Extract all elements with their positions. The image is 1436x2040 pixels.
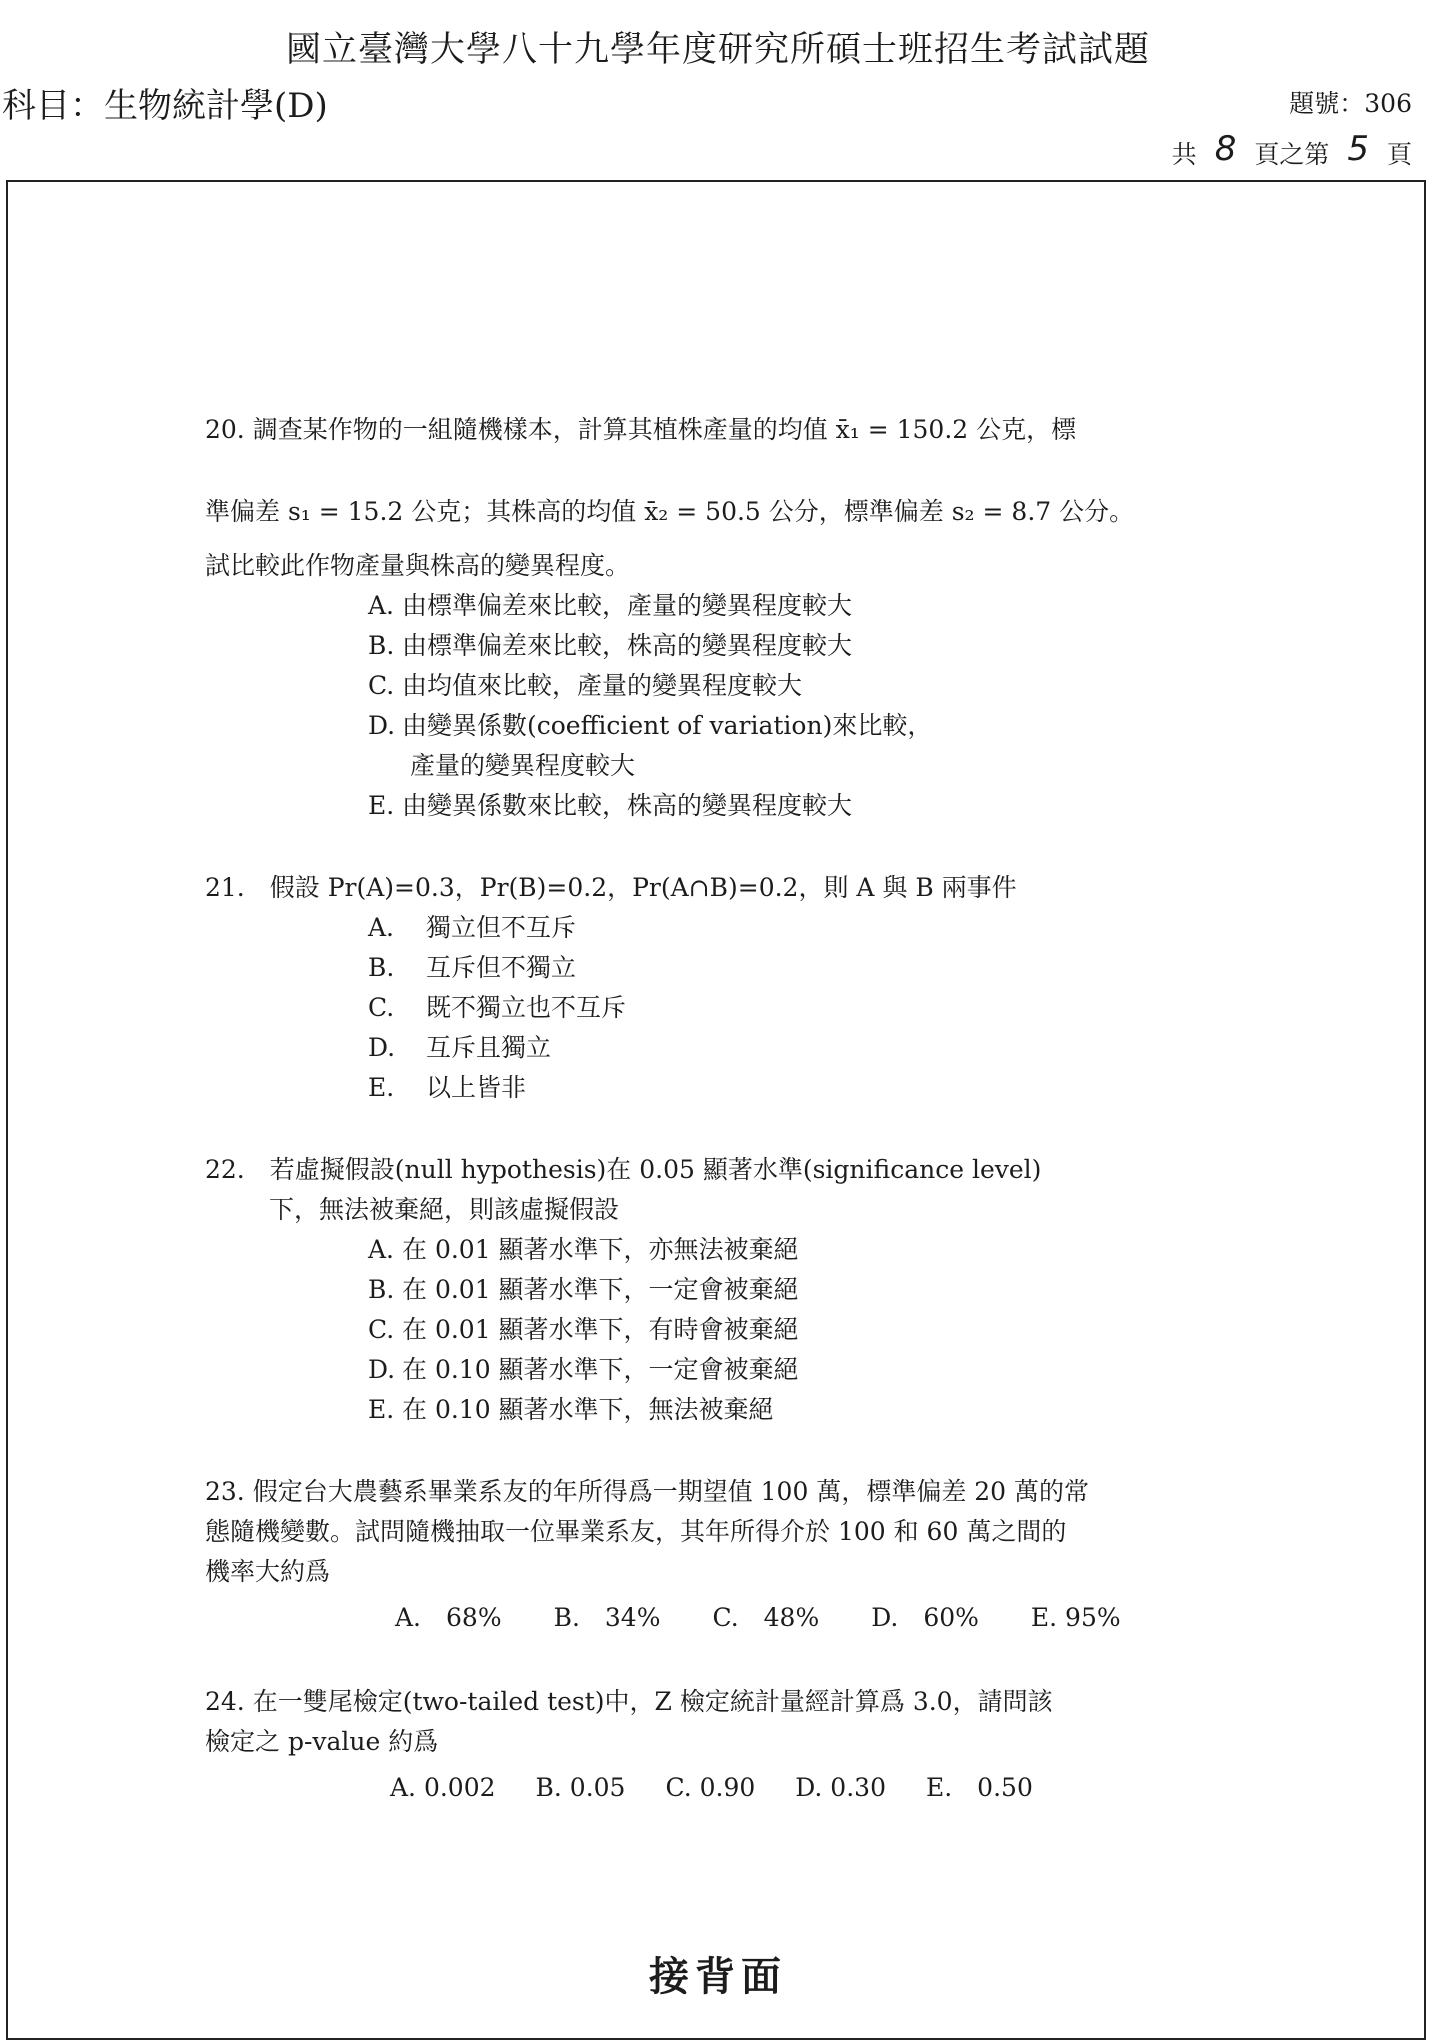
question-22 <box>205 1150 1215 1430</box>
option-text: 獨立但不互斥 <box>426 913 577 942</box>
option-list <box>205 586 1215 826</box>
option <box>368 948 1215 988</box>
option: E. 0.50 <box>925 1773 1033 1802</box>
option-letter: D. <box>368 1355 396 1384</box>
option-text: 在 0.10 顯著水準下，一定會被棄絕 <box>402 1355 799 1384</box>
question-23 <box>205 1472 1215 1640</box>
option <box>368 1230 1215 1270</box>
subject-label: 科目：生物統計學(D) <box>2 86 328 126</box>
option-text: 由變異係數來比較，株高的變異程度較大 <box>402 791 853 820</box>
option <box>368 586 1215 626</box>
option-text: 互斥且獨立 <box>426 1033 552 1062</box>
page-prefix: 共 <box>1171 140 1197 169</box>
question-stem-line: 機率大約爲 <box>205 1557 331 1586</box>
option-text: 既不獨立也不互斥 <box>426 993 627 1022</box>
option: B. 0.05 <box>535 1773 626 1802</box>
option-letter: C. <box>368 1315 395 1344</box>
option <box>368 988 1215 1028</box>
page-current: 5 <box>1347 129 1369 169</box>
option-text: 由標準偏差來比較，產量的變異程度較大 <box>402 591 853 620</box>
continue-on-back: 接背面 <box>649 1953 787 2000</box>
option-letter: A. <box>368 913 395 942</box>
option-text: 由均值來比較，產量的變異程度較大 <box>402 671 803 700</box>
option-letter: D. <box>368 1033 396 1062</box>
option-letter: A. <box>368 591 395 620</box>
option-letter: E. <box>368 1073 395 1102</box>
option-text-continued: 產量的變異程度較大 <box>410 751 636 780</box>
option-letter: D. <box>368 711 396 740</box>
exam-title: 國立臺灣大學八十九學年度研究所碩士班招生考試試題 <box>285 30 1150 70</box>
option-letter: B. <box>368 1275 395 1304</box>
question-stem-line: 準偏差 s₁ = 15.2 公克；其株高的均值 x̄₂ = 50.5 公分，標準偏差 s₂ = 8.7 公分。 <box>205 497 1135 526</box>
option-row <box>205 1766 1215 1810</box>
option-list <box>205 1230 1215 1430</box>
option <box>368 626 1215 666</box>
option-letter: C. <box>368 993 395 1022</box>
option-row <box>205 1596 1215 1640</box>
question-stem-line: 22. 若虛擬假設(null hypothesis)在 0.05 顯著水準(significance level) <box>205 1155 1042 1184</box>
option <box>368 908 1215 948</box>
option-letter: E. <box>368 791 395 820</box>
page-indicator <box>1171 129 1412 172</box>
page-suffix: 頁 <box>1386 140 1412 169</box>
option: D. 0.30 <box>795 1773 886 1802</box>
option: C. 48% <box>712 1603 820 1632</box>
option <box>368 1350 1215 1390</box>
option-text: 由標準偏差來比較，株高的變異程度較大 <box>402 631 853 660</box>
page-mid: 頁之第 <box>1254 140 1330 169</box>
option <box>368 666 1215 706</box>
option <box>368 706 1215 786</box>
option-text: 在 0.01 顯著水準下，一定會被棄絕 <box>402 1275 799 1304</box>
option <box>368 1270 1215 1310</box>
option: E. 95% <box>1030 1603 1121 1632</box>
option: A. 68% <box>395 1603 502 1632</box>
question-stem-line: 21. 假設 Pr(A)=0.3，Pr(B)=0.2，Pr(A∩B)=0.2，則 A 與 B 兩事件 <box>205 873 1017 902</box>
question-24 <box>205 1682 1215 1810</box>
option-letter: E. <box>368 1395 395 1424</box>
question-number: 題號：306 <box>1289 89 1412 118</box>
question-stem-line: 下，無法被棄絕，則該虛擬假設 <box>269 1195 620 1224</box>
question-list <box>205 410 1215 1852</box>
question-stem-line: 20. 調查某作物的一組隨機樣本，計算其植株產量的均值 x̄₁ = 150.2 公克，標 <box>205 415 1077 444</box>
option-text: 以上皆非 <box>426 1073 527 1102</box>
option-list <box>205 908 1215 1108</box>
option: B. 34% <box>553 1603 661 1632</box>
option-text: 在 0.10 顯著水準下，無法被棄絕 <box>402 1395 774 1424</box>
option-text: 在 0.01 顯著水準下，亦無法被棄絕 <box>402 1235 799 1264</box>
question-stem-line: 檢定之 p-value 約爲 <box>205 1727 439 1756</box>
question-stem-line: 試比較此作物產量與株高的變異程度。 <box>205 551 631 580</box>
option: A. 0.002 <box>390 1773 496 1802</box>
page-total: 8 <box>1214 129 1237 169</box>
option-letter: B. <box>368 631 395 660</box>
question-stem-line: 態隨機變數。試問隨機抽取一位畢業系友，其年所得介於 100 和 60 萬之間的 <box>205 1517 1067 1546</box>
option-text: 由變異係數(coefficient of variation)來比較， <box>402 711 933 740</box>
option <box>368 1068 1215 1108</box>
question-stem-line: 24. 在一雙尾檢定(two-tailed test)中，Z 檢定統計量經計算爲 3.0，請問該 <box>205 1687 1053 1716</box>
option <box>368 1310 1215 1350</box>
option: C. 0.90 <box>665 1773 756 1802</box>
option-text: 互斥但不獨立 <box>426 953 577 982</box>
option <box>368 1028 1215 1068</box>
option-text: 在 0.01 顯著水準下，有時會被棄絕 <box>402 1315 799 1344</box>
question-20 <box>205 410 1215 826</box>
option-letter: C. <box>368 671 395 700</box>
question-21 <box>205 868 1215 1108</box>
option <box>368 1390 1215 1430</box>
option <box>368 786 1215 826</box>
option-letter: B. <box>368 953 395 982</box>
option: D. 60% <box>871 1603 979 1632</box>
option-letter: A. <box>368 1235 395 1264</box>
question-stem-line: 23. 假定台大農藝系畢業系友的年所得爲一期望值 100 萬，標準偏差 20 萬的常 <box>205 1477 1090 1506</box>
